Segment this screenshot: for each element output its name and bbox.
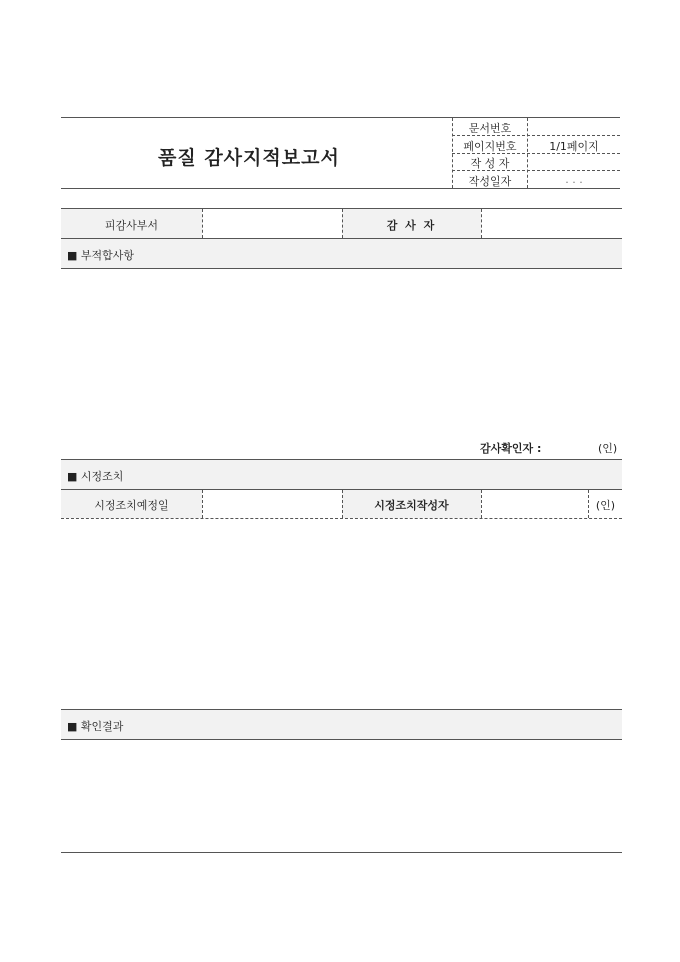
correction-writer-label: 시정조치작성자: [374, 499, 449, 512]
page-number-value: 1/1페이지: [549, 140, 599, 153]
auditor-seal: (인): [598, 442, 618, 455]
dept-label: 피감사부서: [104, 219, 159, 232]
correction-row-bottom-rule: [61, 518, 622, 519]
correction-date-label: 시정조치예정일: [94, 499, 169, 512]
nonconformity-header-bg: [61, 239, 622, 268]
auditor-confirm-label: 감사확인자 :: [480, 442, 542, 455]
result-title: ■ 확인결과: [67, 720, 124, 733]
nonconformity-content[interactable]: [61, 270, 622, 435]
correction-row-divider: [481, 490, 482, 518]
audit-row-divider: [202, 209, 203, 238]
document-title: 품질 감사지적보고서: [158, 147, 340, 169]
audit-row-divider: [481, 209, 482, 238]
result-top-rule: [61, 709, 622, 710]
correction-top-rule: [61, 459, 622, 460]
correction-seal: (인): [595, 499, 616, 512]
result-content[interactable]: [61, 742, 622, 850]
author-label: 작 성 자: [470, 157, 510, 170]
correction-title: ■ 시정조치: [67, 470, 124, 483]
result-bottom-rule: [61, 852, 622, 853]
date-label: 작성일자: [468, 175, 512, 188]
date-value[interactable]: . . .: [565, 173, 583, 186]
nonconformity-header-rule: [61, 268, 622, 269]
correction-content[interactable]: [61, 522, 622, 707]
auditor-label: 감 사 자: [386, 219, 437, 232]
nonconformity-title: ■ 부적합사항: [67, 249, 135, 262]
doc-number-label: 문서번호: [468, 122, 512, 135]
result-header-bg: [61, 710, 622, 739]
correction-header-bg: [61, 460, 622, 489]
result-header-rule: [61, 739, 622, 740]
header-bottom-rule: [61, 188, 620, 189]
header-top-rule: [61, 117, 620, 118]
correction-row-divider: [202, 490, 203, 518]
page-number-label: 페이지번호: [463, 140, 517, 153]
